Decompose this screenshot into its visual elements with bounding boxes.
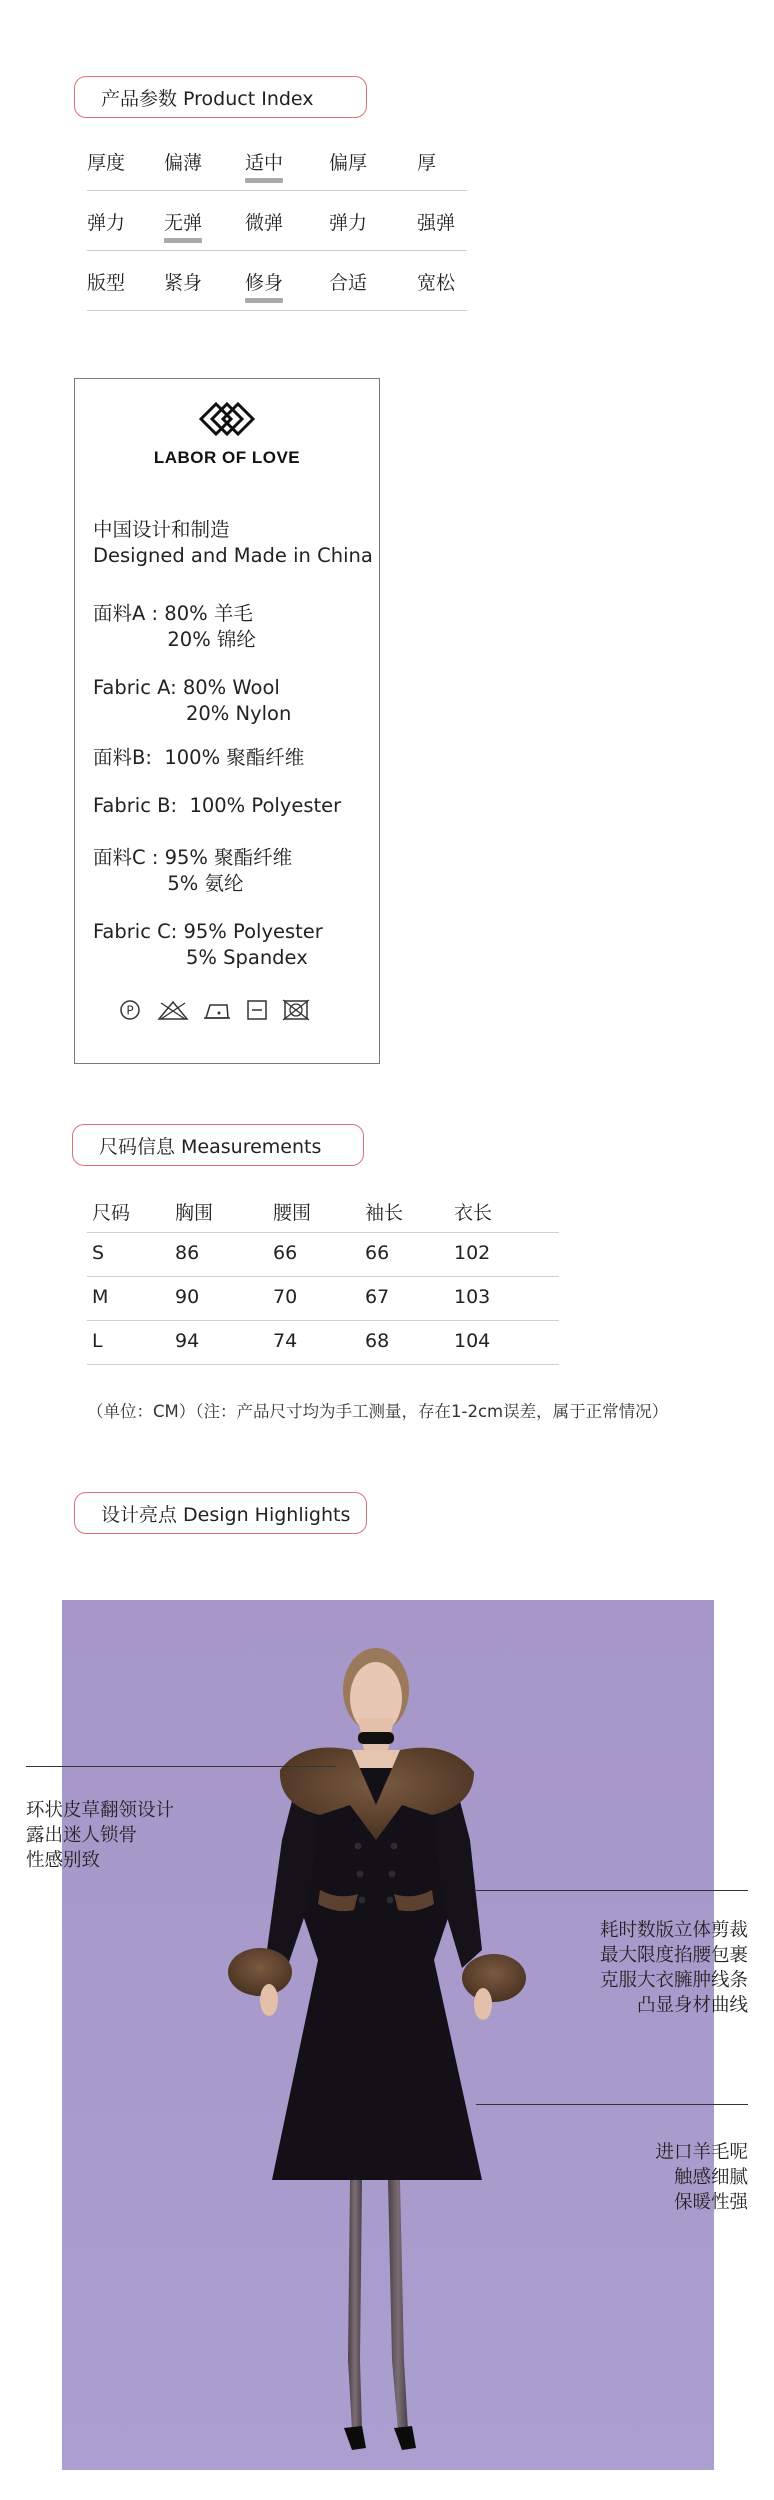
design-highlights-heading: [74, 1492, 367, 1534]
measurements-cell: 94: [175, 1330, 200, 1352]
label-line: 面料C : 95% 聚酯纤维: [93, 846, 293, 869]
callout-collar: 环状皮草翻领设计 露出迷人锁骨 性感别致: [26, 1800, 175, 1871]
callout-tailoring: 耗时数版立体剪裁 最大限度掐腰包裹 克服大衣臃肿线条 凸显身材曲线: [599, 1920, 748, 2016]
product-index-option: 修身: [245, 272, 284, 294]
product-index-option: 合适: [329, 272, 368, 294]
measurements-cell: 102: [454, 1242, 491, 1264]
product-index-option: 适中: [245, 152, 284, 174]
flat-dry-icon: [246, 999, 268, 1021]
product-index-label: 厚度: [87, 152, 126, 174]
label-line: Designed and Made in China: [93, 544, 373, 567]
label-line: 20% 锦纶: [93, 628, 256, 651]
dry-clean-p-icon: [119, 999, 141, 1021]
measurements-header-cell: 尺码: [92, 1202, 131, 1224]
measurements-cell: L: [92, 1330, 103, 1352]
product-index-option: 厚: [417, 152, 437, 174]
product-index-option: 偏厚: [329, 152, 368, 174]
product-index-heading: [74, 76, 367, 118]
product-index-option: 紧身: [164, 272, 203, 294]
product-index-option: 宽松: [417, 272, 456, 294]
measurements-cell: 90: [175, 1286, 200, 1308]
selected-indicator: [164, 238, 202, 243]
product-index-title: 产品参数 Product Index: [101, 87, 314, 110]
measurements-row: [87, 1320, 559, 1365]
measurements-row: [87, 1276, 559, 1321]
measurements-cell: 70: [273, 1286, 298, 1308]
product-index-option: 微弹: [245, 212, 284, 234]
callout-wool: 进口羊毛呢 触感细腻 保暖性强: [655, 2142, 748, 2213]
measurements-cell: M: [92, 1286, 109, 1308]
measurements-cell: 66: [273, 1242, 298, 1264]
svg-text:P: P: [126, 1003, 134, 1018]
label-line: 面料B: 100% 聚酯纤维: [93, 746, 305, 769]
brand-name: LABOR OF LOVE: [153, 448, 301, 467]
product-index-row: [87, 258, 467, 311]
measurements-cell: 66: [365, 1242, 390, 1264]
product-index-row: [87, 138, 467, 191]
measurements-cell: 104: [454, 1330, 491, 1352]
label-line: 5% Spandex: [93, 946, 308, 969]
measurements-cell: 67: [365, 1286, 390, 1308]
measurements-row: [87, 1232, 559, 1277]
iron-low-icon: [203, 999, 231, 1021]
product-index-option: 无弹: [164, 212, 203, 234]
product-index-row: [87, 198, 467, 251]
label-line: 5% 氨纶: [93, 872, 244, 895]
measurements-title: 尺码信息 Measurements: [99, 1135, 322, 1158]
callout-line-collar: [26, 1766, 336, 1767]
measurements-heading: [72, 1124, 364, 1166]
label-line: Fabric C: 95% Polyester: [93, 920, 323, 943]
do-not-bleach-icon: [157, 999, 189, 1021]
label-line: 面料A : 80% 羊毛: [93, 602, 253, 625]
label-line: 中国设计和制造: [93, 518, 230, 541]
measurement-note: （单位：CM）（注：产品尺寸均为手工测量，存在1-2cm误差，属于正常情况）: [87, 1402, 669, 1421]
measurements-header-row: [87, 1188, 559, 1233]
label-line: Fabric B: 100% Polyester: [93, 794, 342, 817]
brand-logo-icon: [197, 401, 257, 439]
measurements-header-cell: 腰围: [273, 1202, 312, 1224]
product-index-option: 弹力: [329, 212, 368, 234]
measurements-cell: S: [92, 1242, 105, 1264]
callout-line-tailoring: [476, 1890, 748, 1891]
product-index-label: 弹力: [87, 212, 126, 234]
product-index-option: 偏薄: [164, 152, 203, 174]
measurements-cell: 103: [454, 1286, 491, 1308]
selected-indicator: [245, 178, 283, 183]
selected-indicator: [245, 298, 283, 303]
measurements-cell: 86: [175, 1242, 200, 1264]
label-line: 20% Nylon: [93, 702, 292, 725]
measurements-header-cell: 袖长: [365, 1202, 404, 1224]
measurements-cell: 74: [273, 1330, 298, 1352]
product-index-label: 版型: [87, 272, 126, 294]
model-photo: [62, 1600, 714, 2470]
product-index-option: 强弹: [417, 212, 456, 234]
measurements-header-cell: 衣长: [454, 1202, 493, 1224]
callout-line-wool: [476, 2104, 748, 2105]
label-line: Fabric A: 80% Wool: [93, 676, 280, 699]
measurements-cell: 68: [365, 1330, 390, 1352]
garment-label-card: [74, 378, 380, 1064]
do-not-tumble-dry-icon: [282, 999, 310, 1021]
measurements-header-cell: 胸围: [175, 1202, 214, 1224]
model-in-coat-illustration: [62, 1600, 714, 2470]
design-highlights-title: 设计亮点 Design Highlights: [101, 1503, 351, 1526]
